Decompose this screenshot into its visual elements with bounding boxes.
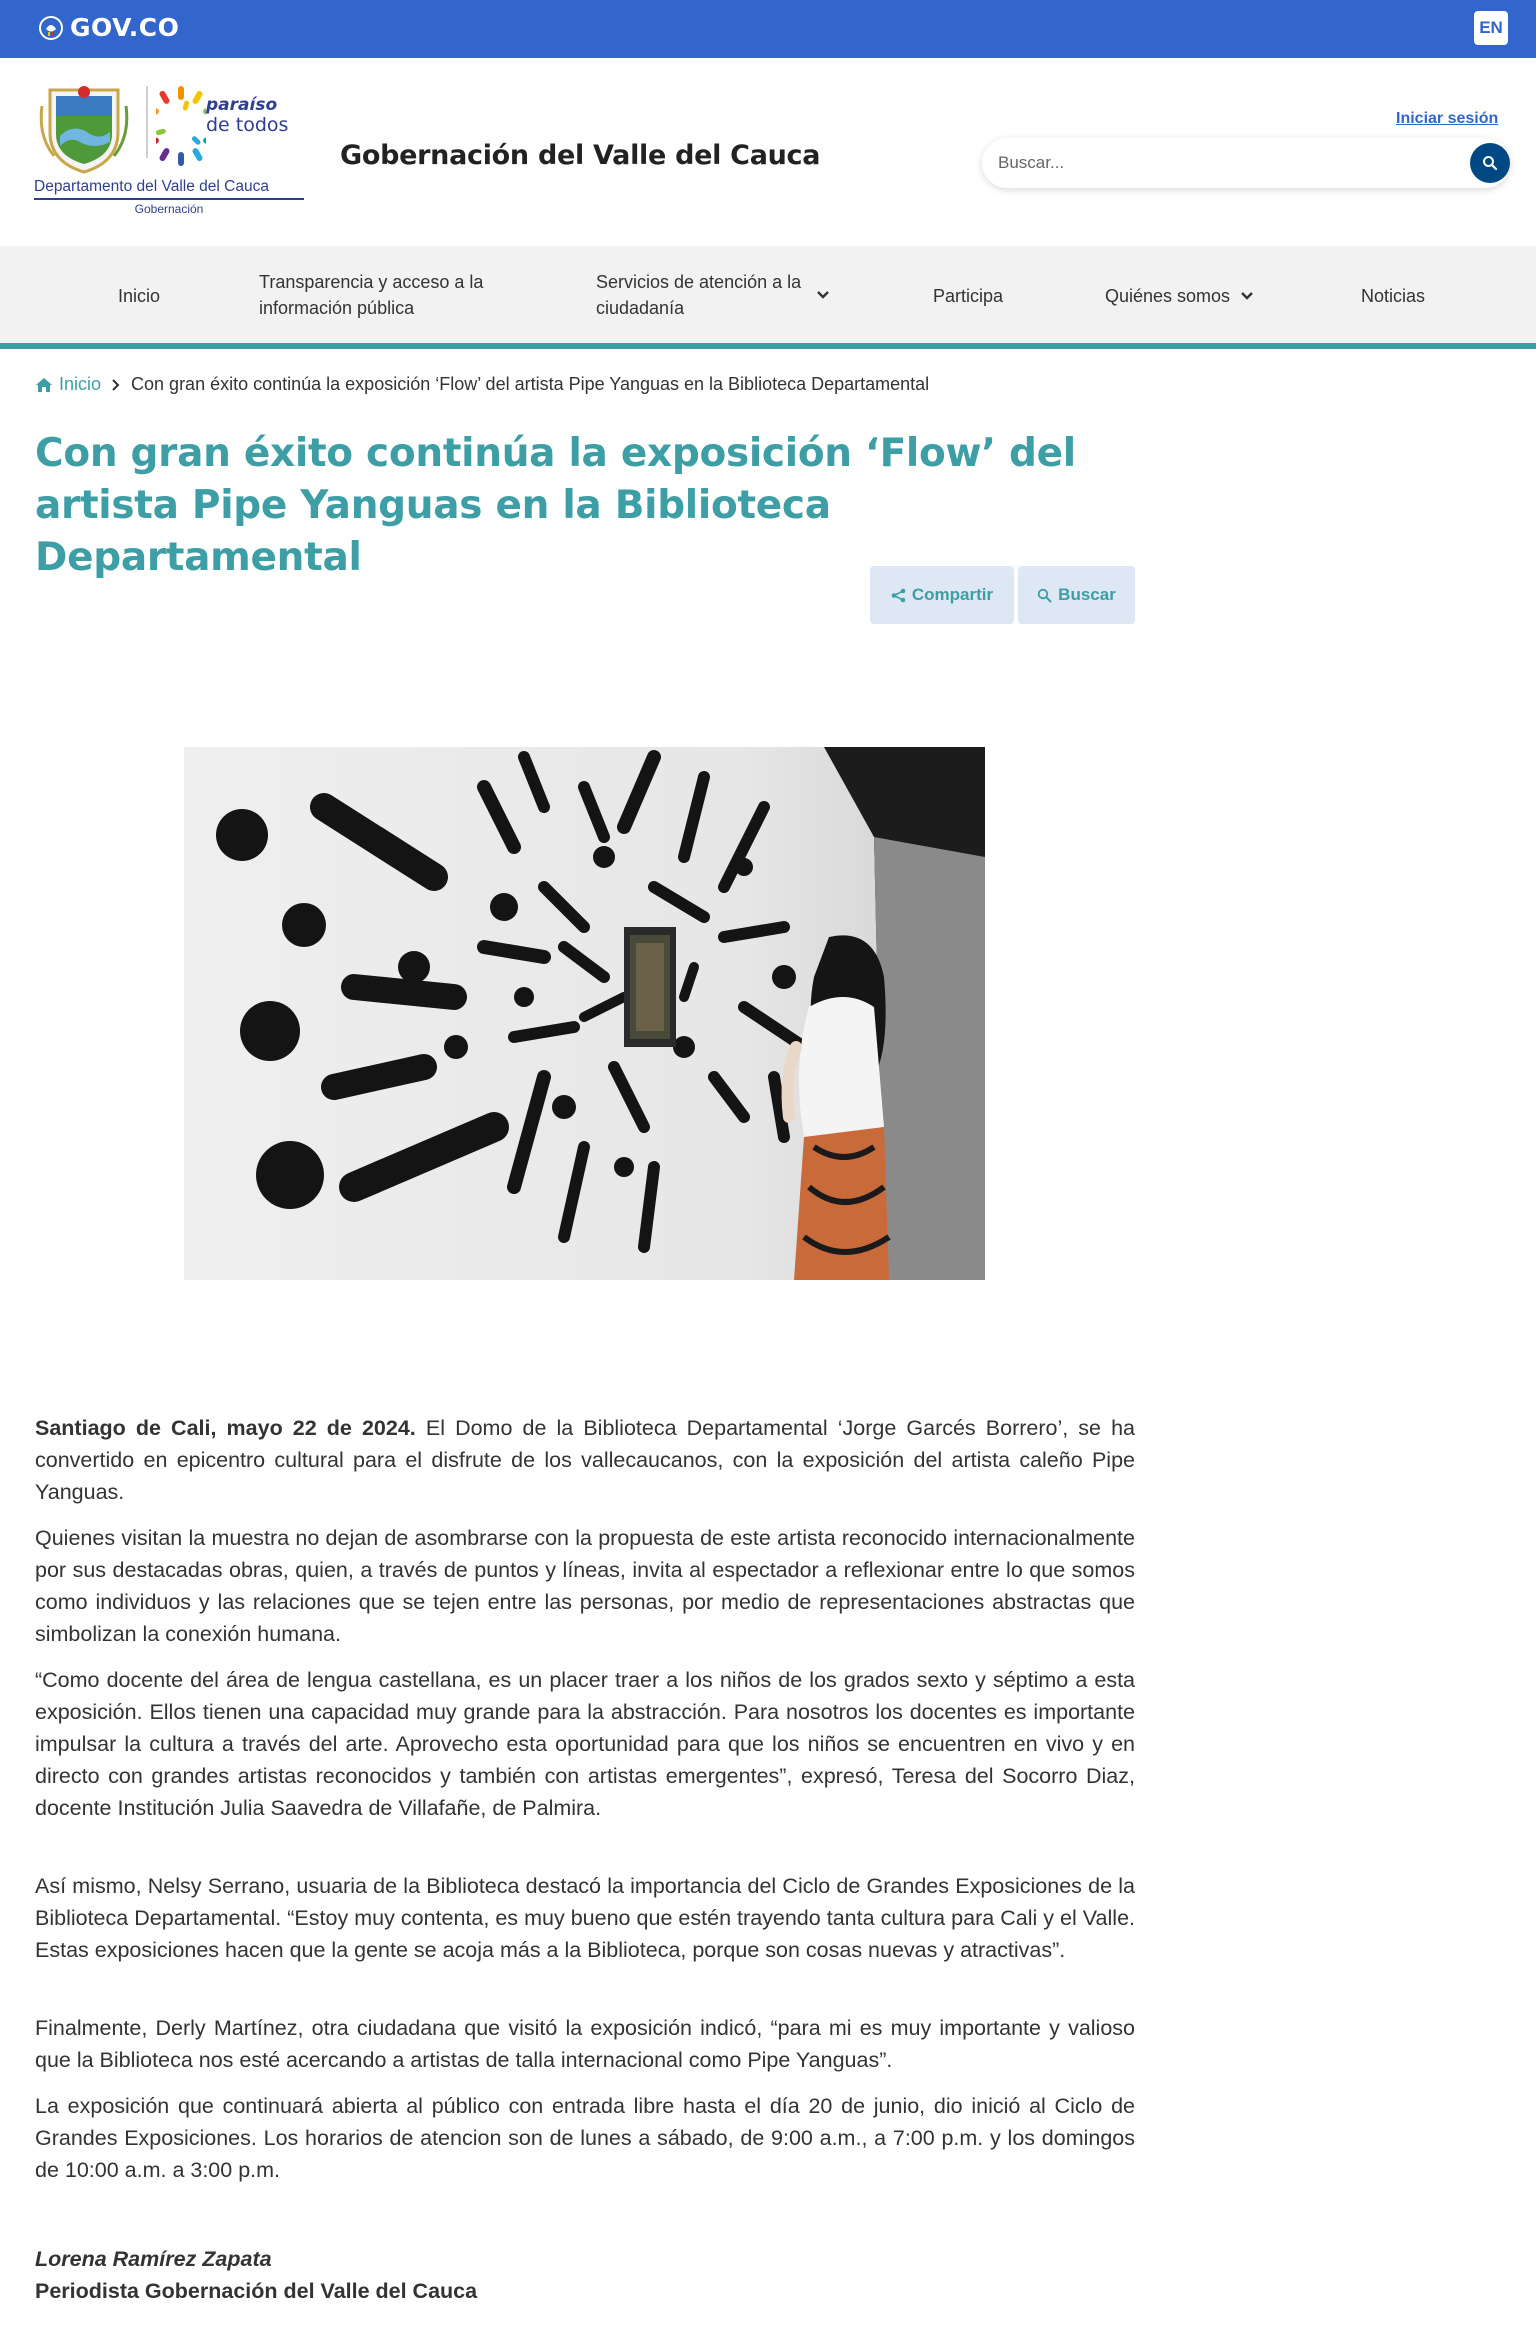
department-subtitle: Gobernación bbox=[134, 202, 204, 216]
govco-logo[interactable] bbox=[38, 13, 179, 42]
department-name: Departamento del Valle del Cauca bbox=[34, 178, 304, 200]
breadcrumb-home-label: Inicio bbox=[59, 374, 102, 394]
article-search-label: Buscar bbox=[1058, 585, 1116, 604]
chevron-right-icon bbox=[111, 378, 121, 392]
share-button[interactable] bbox=[870, 566, 1014, 624]
nav-item-inicio[interactable] bbox=[118, 283, 160, 309]
nav-accent-bar bbox=[0, 343, 1536, 349]
nav-item-label: Noticias bbox=[1361, 286, 1426, 306]
article-paragraph: Quienes visitan la muestra no dejan de asombrarse con la propuesta de este artista reconocido internacionalmente por sus destacadas obras, quien, a través de puntos y líneas, invita al espectador a reflexionar entre lo que somos como individuos y las relaciones que se tejen entre las personas, por medio de representaciones abstractas que simbolizan la conexión humana. bbox=[35, 1526, 1135, 1646]
article-dateline: Santiago de Cali, mayo 22 de 2024. bbox=[35, 1416, 416, 1440]
nav-item-label: Quiénes somos bbox=[1105, 286, 1231, 306]
language-toggle-button[interactable]: EN bbox=[1474, 11, 1508, 45]
article-paragraph: Así mismo, Nelsy Serrano, usuaria de la Biblioteca destacó la importancia del Ciclo de Grandes Exposiciones de la Biblioteca Departamental. “Estoy muy contenta, es muy bueno que estén trayendo tanta cultura para Cali y el Valle. Estas exposiciones hacen que la gente se acoja más a la Biblioteca, porque son cosas nuevas y atractivas”. bbox=[35, 1874, 1135, 1962]
share-label: Compartir bbox=[911, 585, 994, 604]
article-paragraph bbox=[35, 1412, 1135, 1508]
article-paragraph-text: El Domo de la Biblioteca Departamental ‘Jorge Garcés Borrero’, se ha convertido en epicentro cultural para el disfrute de los vallecaucanos, con la exposición del artista caleño Pipe Yanguas. bbox=[35, 1416, 1135, 1504]
login-link[interactable]: Iniciar sesión bbox=[1396, 110, 1499, 127]
search-icon bbox=[1482, 155, 1498, 171]
search-input[interactable] bbox=[998, 150, 1438, 176]
nav-item-label: Inicio bbox=[118, 286, 161, 306]
paraiso-sunburst-icon bbox=[156, 78, 206, 168]
breadcrumb-home-link[interactable] bbox=[35, 374, 101, 395]
colombia-seal-icon bbox=[38, 15, 64, 41]
article-search-button[interactable] bbox=[1018, 566, 1135, 624]
breadcrumb-current: Con gran éxito continúa la exposición ‘Flow’ del artista Pipe Yanguas en la Biblioteca Departamental bbox=[131, 374, 930, 394]
nav-item-label: Participa bbox=[933, 286, 1004, 306]
article-paragraph: Finalmente, Derly Martínez, otra ciudadana que visitó la exposición indicó, “para mi es muy importante y valioso que la Biblioteca nos esté acercando a artistas de talla internacional como Pipe Yanguas”. bbox=[35, 2016, 1135, 2072]
govco-bar bbox=[0, 0, 1536, 58]
share-icon bbox=[891, 588, 906, 603]
nav-item-quienes-somos[interactable] bbox=[1105, 283, 1254, 309]
article-paragraph: “Como docente del área de lengua castellana, es un placer traer a los niños de los grados sexto y séptimo a esta exposición. Ellos tienen una capacidad muy grande para la abstracción. Para nosotros los docentes es importante impulsar la cultura a través del arte. Aprovecho esta oportunidad para que los niños se encuentren en vivo y en directo con grandes artistas reconocidos y también con artistas emergentes”, expresó, Teresa del Socorro Diaz, docente Institución Julia Saavedra de Villafañe, de Palmira. bbox=[35, 1668, 1135, 1820]
author-role: Periodista Gobernación del Valle del Cauca bbox=[35, 2279, 478, 2303]
slogan-line-1: paraíso bbox=[206, 95, 278, 115]
nav-item-label: Servicios de atención a la ciudadanía bbox=[596, 272, 802, 318]
exhibition-photo-image bbox=[184, 747, 985, 1280]
nav-item-noticias[interactable] bbox=[1361, 283, 1425, 309]
slogan-line-2: de todos bbox=[206, 114, 289, 136]
author-name: Lorena Ramírez Zapata bbox=[35, 2247, 272, 2271]
breadcrumb bbox=[35, 374, 929, 395]
article-photo bbox=[184, 747, 985, 1280]
main-nav bbox=[0, 246, 1536, 346]
site-title[interactable]: Gobernación del Valle del Cauca bbox=[340, 140, 821, 171]
department-logo[interactable] bbox=[34, 76, 304, 222]
nav-item-label: Transparencia y acceso a la información pública bbox=[259, 272, 484, 318]
article-paragraph: La exposición que continuará abierta al público con entrada libre hasta el día 20 de junio, dio inició al Ciclo de Grandes Exposiciones. Los horarios de atencion son de lunes a sábado, de 9:00 a.m., a 7:00 p.m. y los domingos de 10:00 a.m. a 3:00 p.m. bbox=[35, 2094, 1135, 2182]
chevron-down-icon bbox=[816, 288, 830, 302]
home-icon bbox=[35, 377, 53, 393]
nav-item-participa[interactable] bbox=[933, 283, 1003, 309]
govco-brand-text: GOV.CO bbox=[70, 13, 180, 42]
nav-item-servicios[interactable] bbox=[596, 269, 846, 321]
search-icon bbox=[1037, 588, 1052, 603]
article-title: Con gran éxito continúa la exposición ‘Flow’ del artista Pipe Yanguas en la Biblioteca Departamental bbox=[35, 431, 1076, 580]
search-button[interactable] bbox=[1470, 143, 1510, 183]
search-bar bbox=[982, 138, 1510, 188]
nav-item-transparencia[interactable] bbox=[259, 269, 529, 321]
chevron-down-icon bbox=[1240, 289, 1254, 303]
